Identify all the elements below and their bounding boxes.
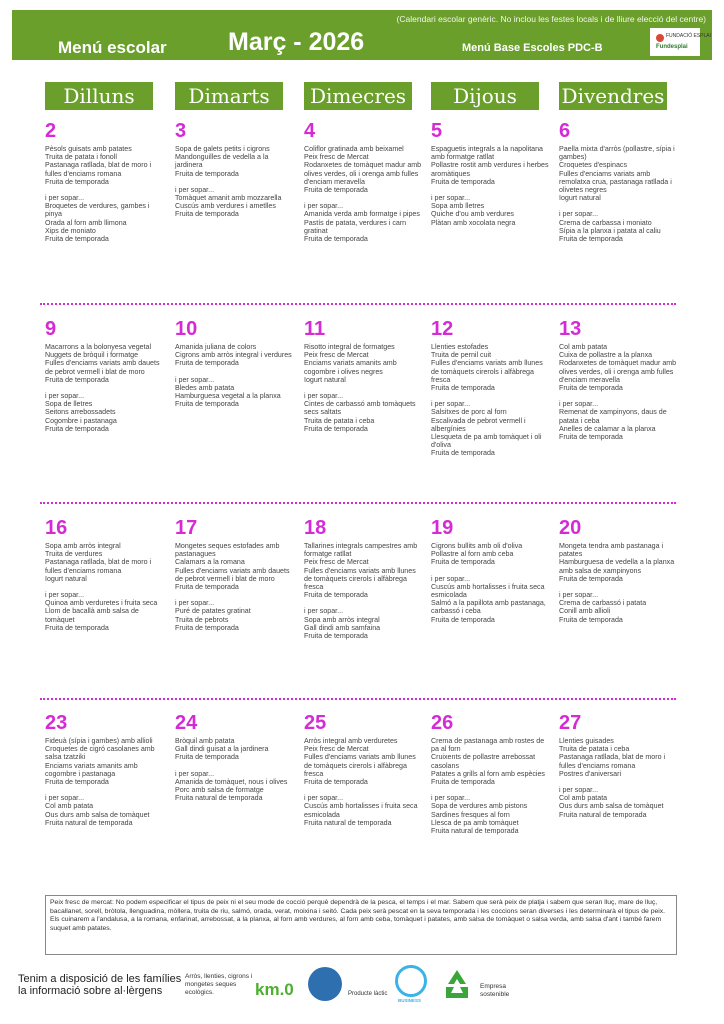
menu-item: Fruita de temporada bbox=[45, 623, 109, 632]
day-menu bbox=[431, 145, 549, 227]
menu-item: i per sopar... bbox=[45, 591, 85, 600]
menu-item: Sopa amb lletres bbox=[431, 202, 485, 211]
weekday-tuesday: Dimarts bbox=[175, 82, 283, 110]
menu-item: Porc amb salsa de formatge bbox=[175, 786, 264, 795]
sustainable-line-2: sostenible bbox=[480, 991, 510, 998]
menu-item: Salmó a la papillota amb pastanaga, carbassó i ceba bbox=[431, 599, 546, 616]
day-menu bbox=[431, 542, 549, 624]
menu-item: Cruixents de pollastre arrebossat casolans bbox=[431, 753, 536, 770]
day-number: 26 bbox=[431, 712, 454, 734]
menu-item: Cuscús amb hortalisses i fruita seca esmicolada bbox=[431, 582, 545, 600]
menu-item: Fruita natural de temporada bbox=[175, 794, 263, 803]
menu-item: Conill amb allioli bbox=[559, 607, 611, 616]
day-cell bbox=[559, 120, 677, 243]
day-cell bbox=[431, 120, 549, 227]
menu-item: Fruita de temporada bbox=[431, 384, 495, 393]
menu-item: Broquetes de verdures, gambes i pinya bbox=[45, 202, 150, 219]
menu-item: Fruita natural de temporada bbox=[559, 810, 647, 819]
day-number: 13 bbox=[559, 318, 582, 340]
menu-item: i per sopar... bbox=[559, 786, 599, 795]
menu-item: Enciams variats amanits amb cogombre i pastanaga bbox=[45, 761, 138, 778]
fresh-fish-note: Peix fresc de mercat: No podem especificar el tipus de peix ni el seu mode de cocció perquè dependrà de la pesca, el temps i el mar. Sabem que serà peix de platja i sabem que seran lluç, mare de lluç, bacallanet, sorell, bròtola, llenguadina, mòllera, truita de riu, salmó, orada, verat, moixina i seitó. Cada peix serà pescat en la seva temporada i les coccions seran diverses i les determinarà el tipus de peix. Els cuinarem a l'andalusa, a la romana, enfarinat, arrebossat, a la planxa, al forn amb verdures, al forn amb ceba, tomàquet i patates, amb salsa de tomàquet o salsa verda, amb salsa d'ant i també farem suquet amb patates. bbox=[45, 895, 677, 955]
day-cell bbox=[304, 517, 422, 640]
weekday-headers bbox=[45, 82, 675, 112]
day-cell bbox=[304, 712, 422, 827]
menu-spacer bbox=[431, 567, 549, 575]
day-menu bbox=[559, 343, 677, 441]
menu-item: Fruita de temporada bbox=[175, 169, 239, 178]
menu-item: Risotto integral de formatges bbox=[304, 343, 395, 351]
menu-item: Fruita de temporada bbox=[431, 778, 495, 787]
menu-item: Truita de patata i ceba bbox=[304, 416, 375, 425]
weekday-monday: Dilluns bbox=[45, 82, 153, 110]
menu-item: i per sopar... bbox=[431, 794, 471, 803]
menu-item: Pastanaga ratllada, blat de moro i fulles d'enciams romana bbox=[45, 161, 152, 178]
day-menu bbox=[559, 145, 677, 243]
dairy-label: Producte làctic bbox=[348, 991, 388, 997]
menu-item: Fruita de temporada bbox=[304, 235, 368, 244]
menu-item: Fruita de temporada bbox=[304, 186, 368, 195]
weekday-friday: Divendres bbox=[559, 82, 667, 110]
menu-item: Ous durs amb salsa de tomàquet bbox=[559, 802, 664, 811]
menu-item: Gall dindi amb samfaina bbox=[304, 623, 381, 632]
menu-spacer bbox=[559, 583, 677, 591]
menu-item: Quiche d'ou amb verdures bbox=[431, 210, 514, 219]
menu-item: Fruita de temporada bbox=[175, 623, 239, 632]
menu-item: Llenties estofades bbox=[431, 343, 489, 351]
day-cell bbox=[175, 517, 293, 632]
day-cell bbox=[559, 517, 677, 624]
menu-item: Postres d'aniversari bbox=[559, 769, 622, 778]
menu-item: Hamburguesa vegetal a la planxa bbox=[175, 392, 281, 401]
menu-item: Sopa de verdures amb pistons bbox=[431, 802, 528, 811]
menu-item: Ous durs amb salsa de tomàquet bbox=[45, 810, 150, 819]
day-number: 19 bbox=[431, 517, 454, 539]
day-cell bbox=[45, 120, 163, 243]
day-number: 11 bbox=[304, 318, 326, 340]
day-menu bbox=[45, 542, 163, 632]
menu-item: Fruita natural de temporada bbox=[45, 818, 133, 827]
menu-item: Crema de carbassó i patata bbox=[559, 599, 647, 608]
day-menu bbox=[45, 343, 163, 433]
menu-item: Fideuà (sípia i gambes) amb allioli bbox=[45, 737, 153, 745]
day-cell bbox=[559, 712, 677, 819]
menu-item: Mandonguilles de vedella a la jardinera bbox=[175, 153, 269, 170]
menu-item: Pastís de patata, verdures i carn gratinat bbox=[304, 218, 407, 235]
menu-item: Fulles d'enciams variats amb llunes de tomàquets cirerols i alfàbrega fresca bbox=[304, 566, 416, 592]
day-menu bbox=[304, 542, 422, 640]
day-menu bbox=[559, 737, 677, 819]
day-number: 2 bbox=[45, 120, 57, 142]
weekday-wednesday: Dimecres bbox=[304, 82, 412, 110]
day-number: 12 bbox=[431, 318, 454, 340]
menu-spacer bbox=[175, 591, 293, 599]
menu-item: Puré de patates gratinat bbox=[175, 607, 251, 616]
day-menu bbox=[175, 737, 293, 802]
menu-item: i per sopar... bbox=[45, 794, 85, 803]
business-logo-icon bbox=[395, 965, 427, 997]
menu-item: Fruita de temporada bbox=[559, 574, 623, 583]
menu-item: Sopa amb arròs integral bbox=[304, 615, 380, 624]
menu-item: Col amb patata bbox=[559, 794, 608, 803]
menu-item: Hamburguesa de vedella a la planxa amb salsa de xampinyons bbox=[559, 558, 675, 575]
menu-spacer bbox=[45, 786, 163, 794]
menu-item: i per sopar... bbox=[559, 210, 599, 219]
menu-item: Cuixa de pollastre a la planxa bbox=[559, 351, 653, 360]
week-separator bbox=[40, 303, 676, 305]
menu-item: Nuggets de bròquil i formatge bbox=[45, 351, 139, 360]
sustainable-line-1: Empresa bbox=[480, 983, 507, 990]
allergen-info bbox=[18, 973, 181, 997]
menu-spacer bbox=[45, 186, 163, 194]
menu-item: Fruita de temporada bbox=[431, 449, 495, 458]
menu-item: i per sopar... bbox=[559, 400, 599, 409]
menu-item: Xips de moniato bbox=[45, 226, 96, 235]
day-number: 25 bbox=[304, 712, 327, 734]
menu-item: Llom de bacallà amb salsa de tomàquet bbox=[45, 607, 139, 624]
menu-spacer bbox=[431, 186, 549, 194]
day-cell bbox=[304, 120, 422, 243]
month-title: Març - 2026 bbox=[228, 28, 365, 56]
day-menu bbox=[45, 145, 163, 243]
menu-item: Fruita de temporada bbox=[45, 424, 109, 433]
menu-item: Truita de patata i ceba bbox=[559, 745, 630, 754]
menu-item: Fruita de temporada bbox=[175, 359, 239, 368]
menu-item: Paella mixta d'arròs (pollastre, sípia i gambes) bbox=[559, 145, 675, 162]
menu-item: Gall dindi guisat a la jardinera bbox=[175, 745, 269, 754]
menu-item: Fulles d'enciams variats amb dauets de pebrot vermell i blat de moro bbox=[175, 566, 290, 583]
menu-item: Sopa amb arròs integral bbox=[45, 542, 121, 550]
menu-item: Crema de pastanaga amb rostes de pa al forn bbox=[431, 737, 545, 754]
menu-item: Cuscús amb verdures i ametlles bbox=[175, 202, 276, 211]
menu-item: Crema de carbassa i moniato bbox=[559, 218, 652, 227]
menu-item: Pastanaga ratllada, blat de moro i fulles d'enciams romana bbox=[45, 558, 152, 575]
day-menu bbox=[304, 737, 422, 827]
menu-item: Escalivada de pebrot vermell i albergínies bbox=[431, 416, 526, 433]
menu-item: i per sopar... bbox=[431, 574, 471, 583]
menu-spacer bbox=[45, 583, 163, 591]
menu-item: Llenties guisades bbox=[559, 737, 614, 745]
menu-spacer bbox=[45, 384, 163, 392]
logo-text-top: FUNDACIÓ ESPLAI bbox=[666, 33, 712, 39]
menu-item: Amanida verda amb formatge i pipes bbox=[304, 210, 420, 219]
menu-item: Anelles de calamar a la planxa bbox=[559, 424, 656, 433]
allergen-line-1: Tenim a disposició de les famílies bbox=[18, 973, 182, 985]
header-banner bbox=[12, 10, 712, 60]
menu-item: Sípia a la planxa i patata al caliu bbox=[559, 226, 661, 235]
menu-item: Fruita de temporada bbox=[559, 433, 623, 442]
day-menu bbox=[175, 343, 293, 408]
menu-item: Fruita de temporada bbox=[559, 384, 623, 393]
menu-spacer bbox=[175, 762, 293, 770]
menu-item: Fruita de temporada bbox=[559, 615, 623, 624]
menu-item: i per sopar... bbox=[304, 607, 344, 616]
day-cell bbox=[431, 712, 549, 835]
menu-item: Col amb patata bbox=[559, 343, 608, 351]
menu-item: Mongeta tendra amb pastanaga i patates bbox=[559, 542, 664, 559]
menu-item: Iogurt natural bbox=[559, 194, 601, 203]
menu-item: Macarrons a la bolonyesa vegetal bbox=[45, 343, 152, 351]
menu-item: Truita de patata i fonoll bbox=[45, 153, 117, 162]
day-number: 9 bbox=[45, 318, 57, 340]
day-menu bbox=[45, 737, 163, 827]
menu-item: Fruita de temporada bbox=[175, 210, 239, 219]
menu-item: Amanida juliana de colors bbox=[175, 343, 257, 351]
menu-item: Pastanaga ratllada, blat de moro i fulles d'enciams romana bbox=[559, 753, 666, 770]
menu-item: Fruita de temporada bbox=[304, 778, 368, 787]
day-number: 17 bbox=[175, 517, 198, 539]
day-cell bbox=[431, 318, 549, 458]
day-cell bbox=[45, 318, 163, 433]
menu-item: Fruita natural de temporada bbox=[431, 827, 519, 836]
day-number: 23 bbox=[45, 712, 68, 734]
weekday-thursday: Dijous bbox=[431, 82, 539, 110]
menu-item: Croquetes de cigró casolanes amb salsa tzatziki bbox=[45, 745, 155, 762]
menu-item: Peix fresc de Mercat bbox=[304, 745, 369, 754]
menu-item: Sardines fresques al forn bbox=[431, 810, 510, 819]
menu-item: i per sopar... bbox=[175, 599, 215, 608]
menu-item: Pollastre al forn amb ceba bbox=[431, 550, 514, 559]
menu-item: Bledes amb patata bbox=[175, 383, 235, 392]
allergen-line-2: la informació sobre al·lèrgens bbox=[18, 985, 163, 997]
menu-item: Espaguetis integrals a la napolitana amb formatge ratllat bbox=[431, 145, 544, 162]
menu-item: Fulles d'enciams variats amb dauets de pebrot vermell i blat de moro bbox=[45, 359, 160, 376]
logo-mark-icon bbox=[656, 34, 664, 42]
day-cell bbox=[45, 517, 163, 632]
menu-item: i per sopar... bbox=[175, 185, 215, 194]
menu-item: Bròquil amb patata bbox=[175, 737, 235, 745]
menu-item: Calamars a la romana bbox=[175, 558, 245, 567]
day-cell bbox=[559, 318, 677, 441]
menu-item: Iogurt natural bbox=[304, 375, 346, 384]
menu-item: i per sopar... bbox=[431, 400, 471, 409]
menu-item: Rodanxetes de tomàquet madur amb olives verdes, oli i orenga amb fulles d'enciam meravella bbox=[304, 161, 422, 186]
menu-item: Orada al forn amb llimona bbox=[45, 218, 127, 227]
menu-item: Fruita de temporada bbox=[45, 375, 109, 384]
day-number: 4 bbox=[304, 120, 316, 142]
day-number: 18 bbox=[304, 517, 327, 539]
menu-item: Truita de pebrots bbox=[175, 615, 229, 624]
week-separator bbox=[40, 698, 676, 700]
day-number: 6 bbox=[559, 120, 571, 142]
menu-item: Col amb patata bbox=[45, 802, 94, 811]
day-cell bbox=[304, 318, 422, 433]
menu-item: Fruita de temporada bbox=[304, 591, 368, 600]
day-menu bbox=[304, 145, 422, 243]
menu-item: Fruita de temporada bbox=[175, 400, 239, 409]
menu-item: Salsitxes de porc al forn bbox=[431, 408, 507, 417]
menu-item: Fruita de temporada bbox=[304, 632, 368, 641]
logo-text-bottom: Fundesplai bbox=[656, 44, 688, 50]
menu-item: Pèsols guisats amb patates bbox=[45, 145, 132, 153]
day-menu bbox=[175, 542, 293, 632]
day-number: 24 bbox=[175, 712, 198, 734]
day-number: 16 bbox=[45, 517, 68, 539]
menu-item: Fruita de temporada bbox=[175, 583, 239, 592]
menu-item: Fruita de temporada bbox=[431, 615, 495, 624]
menu-item: Remenat de xampinyons, daus de patata i ceba bbox=[559, 408, 667, 425]
day-menu bbox=[431, 343, 549, 458]
menu-item: Tomàquet amanit amb mozzarella bbox=[175, 194, 282, 203]
menu-item: Croquetes d'espinacs bbox=[559, 161, 627, 170]
menu-item: Peix fresc de Mercat bbox=[304, 351, 369, 360]
day-menu bbox=[304, 343, 422, 433]
menu-spacer bbox=[175, 178, 293, 186]
menu-item: Fruita de temporada bbox=[175, 753, 239, 762]
eco-legumes-note: Arròs, llenties, cigrons i mongetes seques ecològics. bbox=[185, 973, 253, 996]
menu-spacer bbox=[431, 786, 549, 794]
menu-item: Truita de verdures bbox=[45, 550, 103, 559]
day-cell bbox=[175, 318, 293, 408]
menu-item: Cigrons amb arròs integral i verdures bbox=[175, 351, 292, 360]
day-menu bbox=[559, 542, 677, 624]
menu-spacer bbox=[559, 778, 677, 786]
menu-item: i per sopar... bbox=[304, 794, 344, 803]
sustainable-label bbox=[480, 983, 509, 999]
menu-item: Arròs integral amb verduretes bbox=[304, 737, 398, 745]
menu-item: Llesqueta de pa amb tomàquet i oli d'oliva bbox=[431, 433, 542, 450]
menu-item: i per sopar... bbox=[304, 392, 344, 401]
menu-item: Pollastre rostit amb verdures i herbes aromàtiques bbox=[431, 161, 549, 178]
menu-spacer bbox=[431, 392, 549, 400]
menu-item: Fruita de temporada bbox=[304, 424, 368, 433]
menu-base-label: Menú Base Escoles PDC-B bbox=[462, 42, 603, 54]
menu-item: Fulles d'enciams variats amb llunes de tomàquets cirerols i alfàbrega fresca bbox=[431, 359, 543, 384]
day-number: 10 bbox=[175, 318, 198, 340]
menu-spacer bbox=[175, 368, 293, 376]
menu-item: Fruita de temporada bbox=[431, 558, 495, 567]
menu-item: Mongetes seques estofades amb pastanagues bbox=[175, 542, 280, 559]
menu-item: Fruita de temporada bbox=[431, 177, 495, 186]
menu-item: Llesca de pa amb tomàquet bbox=[431, 818, 519, 827]
menu-item: Coliflor gratinada amb beixamel bbox=[304, 145, 404, 153]
menu-item: Fruita de temporada bbox=[45, 177, 109, 186]
day-cell bbox=[45, 712, 163, 827]
fundesplai-logo bbox=[650, 28, 712, 56]
menu-item: i per sopar... bbox=[175, 769, 215, 778]
menu-item: i per sopar... bbox=[559, 591, 599, 600]
menu-spacer bbox=[559, 392, 677, 400]
menu-item: i per sopar... bbox=[431, 194, 471, 203]
menu-item: Cogombre i pastanaga bbox=[45, 416, 117, 425]
menu-item: Cigrons bullits amb oli d'oliva bbox=[431, 542, 523, 550]
menu-spacer bbox=[304, 384, 422, 392]
business-label: BUSINESS bbox=[398, 998, 422, 1003]
menu-item: Plàtan amb xocolata negra bbox=[431, 218, 516, 227]
week-separator bbox=[40, 502, 676, 504]
day-number: 5 bbox=[431, 120, 443, 142]
page-title: Menú escolar bbox=[58, 38, 167, 57]
menu-spacer bbox=[304, 599, 422, 607]
menu-item: Fruita de temporada bbox=[45, 235, 109, 244]
menu-item: Seitons arrebossadets bbox=[45, 408, 116, 417]
footer bbox=[0, 965, 724, 1015]
menu-spacer bbox=[559, 202, 677, 210]
menu-item: Sopa de lletres bbox=[45, 400, 93, 409]
day-cell bbox=[175, 712, 293, 802]
km0-logo: km.0 bbox=[255, 980, 294, 999]
menu-item: Tallarines integrals campestres amb formatge ratllat bbox=[304, 542, 418, 559]
calendar-note: (Calendari escolar genèric. No inclou les festes locals i de lliure elecció del centre) bbox=[396, 14, 706, 24]
day-menu bbox=[175, 145, 293, 219]
day-number: 3 bbox=[175, 120, 187, 142]
menu-item: Sopa de galets petits i cigrons bbox=[175, 145, 270, 153]
menu-item: Truita de pernil cuit bbox=[431, 351, 492, 360]
day-cell bbox=[431, 517, 549, 624]
menu-item: Patates a grills al forn amb espècies bbox=[431, 769, 545, 778]
menu-item: Peix fresc de Mercat bbox=[304, 153, 369, 162]
menu-item: Fruita de temporada bbox=[559, 235, 623, 244]
menu-item: Fulles d'enciams variats amb llunes de tomàquets cirerols i alfàbrega fresca bbox=[304, 753, 416, 778]
menu-item: Enciams variats amanits amb cogombre i olives negres bbox=[304, 359, 397, 376]
day-menu bbox=[431, 737, 549, 835]
menu-item: Peix fresc de Mercat bbox=[304, 558, 369, 567]
menu-item: Fulles d'enciams variats amb remolatxa crua, pastanaga ratllada i olivetes negres bbox=[559, 169, 672, 195]
menu-item: Amanida de tomàquet, nous i olives bbox=[175, 777, 288, 786]
day-cell bbox=[175, 120, 293, 219]
dairy-logo-icon bbox=[308, 967, 342, 1001]
menu-item: Quinoa amb verduretes i fruita seca bbox=[45, 599, 158, 608]
menu-item: Fruita natural de temporada bbox=[304, 818, 392, 827]
menu-item: Rodanxetes de tomàquet madur amb olives verdes, oli i orenga amb fulles d'enciam meravella bbox=[559, 359, 677, 384]
menu-item: Fruita de temporada bbox=[45, 778, 109, 787]
menu-item: i per sopar... bbox=[175, 375, 215, 384]
menu-item: i per sopar... bbox=[45, 194, 85, 203]
menu-spacer bbox=[304, 194, 422, 202]
menu-item: i per sopar... bbox=[45, 392, 85, 401]
menu-item: i per sopar... bbox=[304, 202, 344, 211]
day-number: 27 bbox=[559, 712, 582, 734]
day-number: 20 bbox=[559, 517, 582, 539]
recycle-icon bbox=[440, 967, 474, 1001]
menu-item: Iogurt natural bbox=[45, 574, 87, 583]
menu-item: Cuscús amb hortalisses i fruita seca esmicolada bbox=[304, 802, 418, 819]
menu-spacer bbox=[304, 786, 422, 794]
menu-item: Cintes de carbassó amb tomàquets secs saltats bbox=[304, 400, 416, 417]
